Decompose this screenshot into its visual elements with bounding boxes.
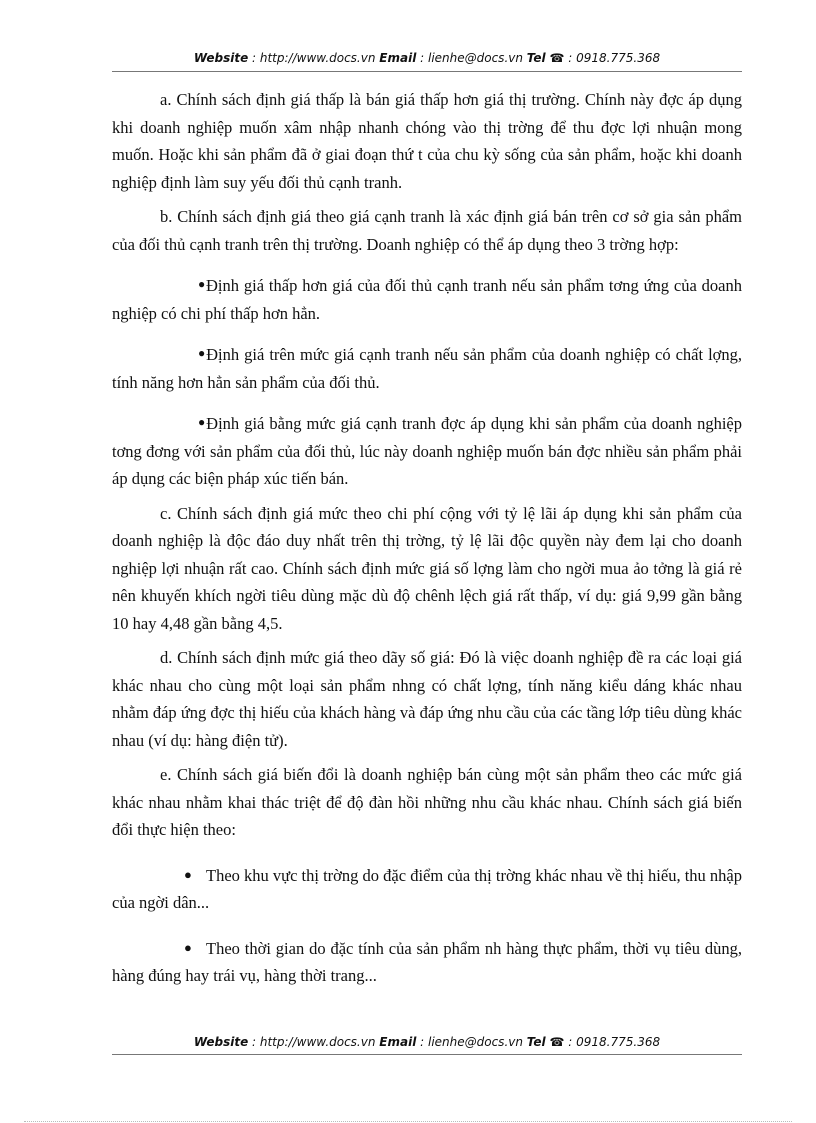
bullet-icon: ● xyxy=(184,866,192,882)
website-label: Website xyxy=(193,51,249,65)
email-label: Email xyxy=(379,1035,417,1049)
bullet-text: Theo khu vực thị trờng do đặc điểm của thị trờng khác nhau về thị hiếu, thu nhập của ngời dân... xyxy=(112,865,742,912)
tel-label: Tel xyxy=(526,51,546,65)
footer-divider xyxy=(112,1054,742,1055)
paragraph-a: a. Chính sách định giá thấp là bán giá thấp hơn giá thị trường. Chính này đợc áp dụng khi doanh nghiệp muốn xâm nhập nhanh chóng vào thị trờng để thu đợc lợi nhuận mong muốn. Hoặc khi sản phẩm đã ở giai đoạn thứ t của chu kỳ sống của sản phẩm, hoặc khi doanh nghiệp định làm suy yếu đối thủ cạnh tranh. xyxy=(112,90,742,192)
bullet-icon: ● xyxy=(198,346,207,360)
paragraph-e: e. Chính sách giá biến đổi là doanh nghiệp bán cùng một sản phẩm theo các mức giá khác nhau nhằm khai thác triệt để độ đàn hồi những nhu cầu khác nhau. Chính sách giá biến đổi thực hiện theo: xyxy=(112,765,742,839)
website-label: Website xyxy=(193,1035,249,1049)
document-body xyxy=(112,86,742,997)
page-edge-divider xyxy=(24,1121,792,1122)
phone-icon: ☎ xyxy=(549,1035,565,1049)
bullet-item xyxy=(112,851,742,917)
bullet-item xyxy=(112,265,742,327)
bullet-text: Định giá trên mức giá cạnh tranh nếu sản phẩm của doanh nghiệp có chất lợng, tính năng hơn hẳn sản phẩm của đối thủ. xyxy=(112,345,742,392)
paragraph-b: b. Chính sách định giá theo giá cạnh tranh là xác định giá bán trên cơ sở gia sản phẩm của đối thủ cạnh tranh trên thị trường. Doanh nghiệp có thể áp dụng theo 3 trờng hợp: xyxy=(112,207,742,254)
tel-value: : 0918.775.368 xyxy=(564,1035,661,1049)
bullet-text: Định giá bằng mức giá cạnh tranh đợc áp dụng khi sản phẩm của doanh nghiệp tơng đơng với sản phẩm của đối thủ, lúc này doanh nghiệp muốn bán đợc nhiều sản phẩm phải áp dụng các biện pháp xúc tiến bán. xyxy=(112,414,743,488)
bullet-icon: ● xyxy=(198,277,206,291)
page-header xyxy=(112,51,742,65)
paragraph-d: d. Chính sách định mức giá theo dãy số giá: Đó là việc doanh nghiệp đề ra các loại giá khác nhau cho cùng một loại sản phẩm nhng có chất lợng, tính năng kiểu dáng khác nhau nhằm đáp ứng đợc thị hiếu của khách hàng và đáp ứng nhu cầu của các tầng lớp tiêu dùng khác nhau (ví dụ: hàng điện tử). xyxy=(112,648,742,750)
tel-label: Tel xyxy=(526,1035,546,1049)
bullet-icon: ● xyxy=(184,939,192,955)
phone-icon: ☎ xyxy=(549,51,565,65)
bullet-text: Theo thời gian do đặc tính của sản phẩm nh hàng thực phẩm, thời vụ tiêu dùng, hàng đúng hay trái vụ, hàng thời trang... xyxy=(112,938,742,985)
header-divider xyxy=(112,71,742,72)
website-url[interactable]: : http://www.docs.vn xyxy=(248,51,380,65)
paragraph-c: c. Chính sách định giá mức theo chi phí cộng với tỷ lệ lãi áp dụng khi sản phẩm của doanh nghiệp là độc đáo duy nhất trên thị trờng, tỷ lệ lãi độc quyền này đem lại cho doanh nghiệp lợi nhuận rất cao. Chính sách định mức giá số lợng làm cho ngời mua ảo tởng là giá rẻ nên khuyến khích ngời tiêu dùng mặc dù độ chênh lệch giá rất thấp, ví dụ: giá 9,99 gần bằng 10 hay 4,48 gần bằng 4,5. xyxy=(112,503,742,633)
email-value[interactable]: : lienhe@docs.vn xyxy=(416,51,527,65)
bullet-item xyxy=(112,403,742,493)
website-url[interactable]: : http://www.docs.vn xyxy=(248,1035,380,1049)
bullet-item xyxy=(112,924,742,990)
email-label: Email xyxy=(379,51,417,65)
email-value[interactable]: : lienhe@docs.vn xyxy=(416,1035,527,1049)
tel-value: : 0918.775.368 xyxy=(564,51,661,65)
page-footer xyxy=(112,1035,742,1049)
bullet-item xyxy=(112,334,742,396)
bullet-icon: ● xyxy=(198,415,207,429)
bullet-text: Định giá thấp hơn giá của đối thủ cạnh tranh nếu sản phẩm tơng ứng của doanh nghiệp có chi phí thấp hơn hẳn. xyxy=(112,276,742,323)
